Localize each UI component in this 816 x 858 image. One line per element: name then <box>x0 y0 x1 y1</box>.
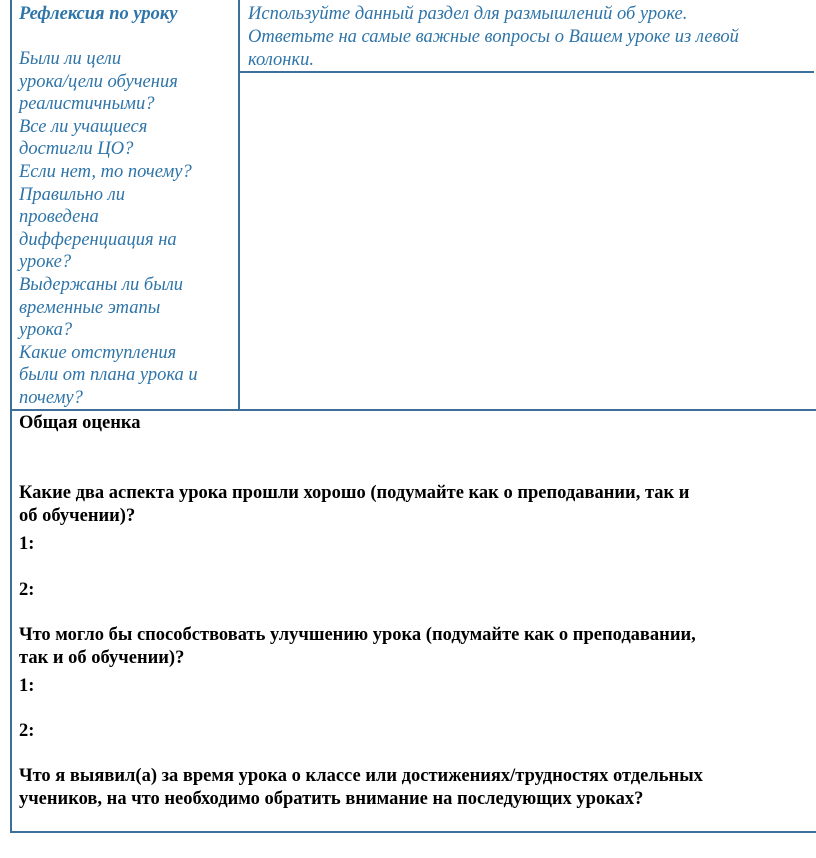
question-line: Если нет, то почему? <box>19 161 192 182</box>
question-line: проведена <box>19 207 99 228</box>
instruction-line: Используйте данный раздел для размышлений об уроке. <box>248 4 688 24</box>
reflection-heading: Рефлексия по уроку <box>19 4 178 24</box>
answer-label-improve-2: 2: <box>19 721 35 741</box>
question-line: уроке? <box>19 252 72 273</box>
question-line: урока/цели обучения <box>19 71 178 92</box>
question-line: Что я выявил(а) за время урока о классе или достижениях/трудностях отдельных <box>19 766 703 786</box>
question-line: так и об обучении)? <box>19 648 185 668</box>
instruction-line: Ответьте на самые важные вопросы о Вашем уроке из левой <box>248 27 739 47</box>
question-line: Что могло бы способствовать улучшению урока (подумайте как о преподавании, <box>19 625 696 645</box>
question-line: дифференциация на <box>19 229 177 250</box>
column-divider <box>238 0 240 409</box>
answer-label-well-2: 2: <box>19 580 35 600</box>
reflection-response-area[interactable] <box>241 74 813 408</box>
question-line: Все ли учащиеся <box>19 116 148 137</box>
question-line: временные этапы <box>19 297 161 318</box>
question-line: достигли ЦО? <box>19 139 134 160</box>
answer-label-well-1: 1: <box>19 534 35 554</box>
summary-title: Общая оценка <box>19 413 141 433</box>
question-line: Правильно ли <box>19 184 125 205</box>
summary-question-improve <box>19 624 696 670</box>
question-line: были от плана урока и <box>19 365 198 386</box>
answer-label-improve-1: 1: <box>19 676 35 696</box>
question-line: учеников, на что необходимо обратить внимание на последующих уроках? <box>19 789 644 809</box>
question-line: Какие отступления <box>19 342 177 363</box>
summary-question-observations <box>19 765 703 811</box>
question-line: Выдержаны ли были <box>19 274 184 295</box>
question-line: Были ли цели <box>19 49 122 69</box>
question-line: реалистичными? <box>19 94 155 115</box>
instruction-line: колонки. <box>248 50 314 70</box>
question-line: почему? <box>19 387 83 408</box>
question-line: урока? <box>19 320 73 341</box>
question-line: об обучении)? <box>19 506 136 526</box>
reflection-instruction <box>248 3 739 72</box>
question-line: Какие два аспекта урока прошли хорошо (подумайте как о преподавании, так и <box>19 483 690 503</box>
reflection-questions <box>19 48 198 410</box>
summary-question-well <box>19 482 689 528</box>
